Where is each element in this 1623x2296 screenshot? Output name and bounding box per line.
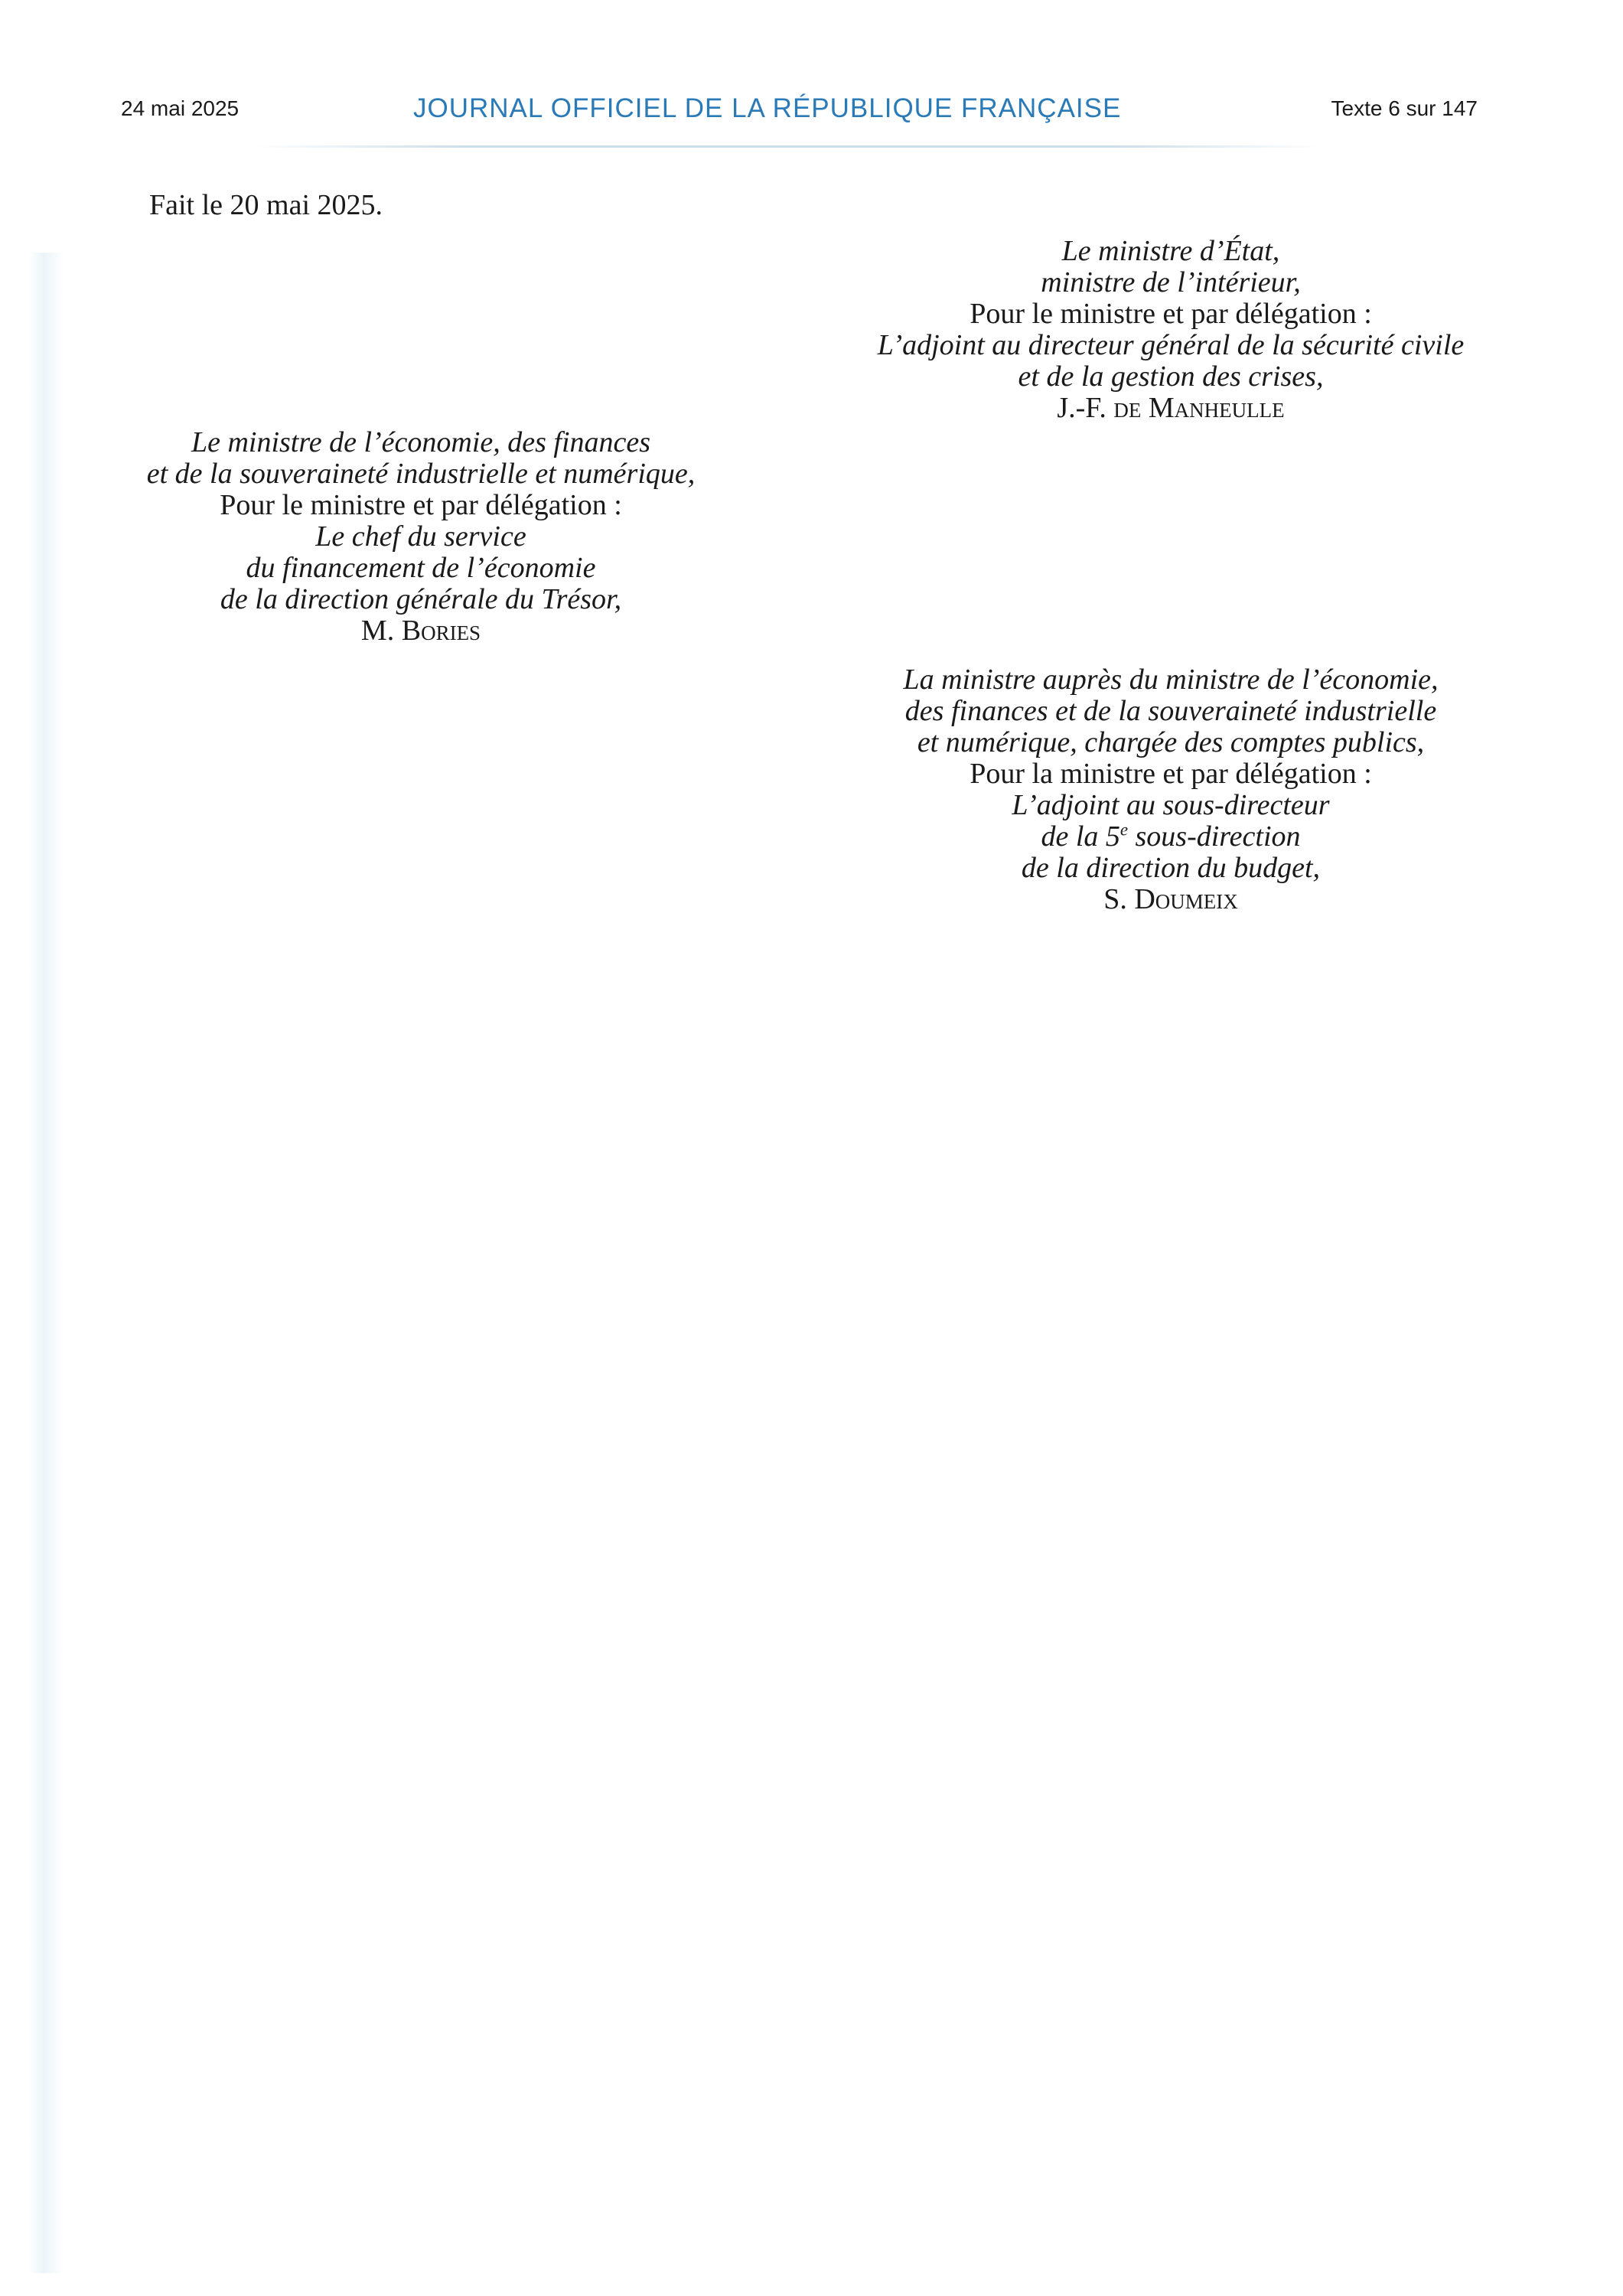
signatory-surname: Bories — [401, 615, 481, 647]
delegate-title-prefix: de la 5 — [1041, 820, 1120, 853]
signature-block-interieur — [857, 236, 1484, 424]
delegate-title — [857, 821, 1484, 853]
signatory-role: et numérique, chargée des comptes publics, — [917, 726, 1425, 758]
delegate-title: de la direction du budget, — [1021, 852, 1321, 884]
delegate-title: Le chef du service — [315, 520, 526, 553]
page-header — [121, 93, 1478, 132]
signatory-role: Le ministre d’État, — [1061, 235, 1280, 267]
delegate-title: du financement de l’économie — [246, 552, 596, 584]
signature-block-economie — [107, 427, 735, 647]
signature-block-comptes-publics — [857, 664, 1484, 915]
delegate-title: de la direction générale du Trésor, — [220, 583, 622, 615]
signatory-surname: de Manheulle — [1113, 392, 1285, 424]
signatory-name — [857, 884, 1484, 915]
signatory-name — [107, 615, 735, 647]
header-date: 24 mai 2025 — [121, 96, 240, 120]
ordinal-superscript: e — [1119, 820, 1129, 840]
delegation-line: Pour le ministre et par délégation : — [220, 489, 622, 521]
signatory-name — [857, 393, 1484, 424]
signatory-role: et de la souveraineté industrielle et numérique, — [146, 458, 696, 490]
delegate-title: L’adjoint au sous-directeur — [1012, 789, 1330, 821]
header-rule — [253, 145, 1324, 148]
signatory-role: Le ministre de l’économie, des finances — [191, 426, 651, 458]
made-at-date: Fait le 20 mai 2025. — [149, 189, 383, 221]
delegate-title: et de la gestion des crises, — [1018, 360, 1324, 393]
page-indicator: Texte 6 sur 147 — [1331, 96, 1478, 120]
delegation-line: Pour le ministre et par délégation : — [970, 298, 1372, 330]
signatory-surname: Doumeix — [1134, 883, 1238, 915]
delegation-line: Pour la ministre et par délégation : — [970, 758, 1372, 790]
signatory-initials: M. — [360, 615, 402, 647]
signatory-role: des finances et de la souveraineté industrielle — [904, 695, 1437, 727]
journal-title: JOURNAL OFFICIEL DE LA RÉPUBLIQUE FRANÇAISE — [413, 93, 1122, 123]
scan-edge-tint — [29, 253, 64, 2273]
signatory-initials: S. — [1103, 883, 1135, 915]
delegate-title: L’adjoint au directeur général de la sécurité civile — [877, 329, 1465, 361]
signatory-initials: J.-F. — [1057, 392, 1114, 424]
delegate-title-suffix: sous-direction — [1128, 820, 1301, 853]
signatory-role: La ministre auprès du ministre de l’économie, — [903, 664, 1439, 696]
signatory-role: ministre de l’intérieur, — [1041, 266, 1301, 298]
